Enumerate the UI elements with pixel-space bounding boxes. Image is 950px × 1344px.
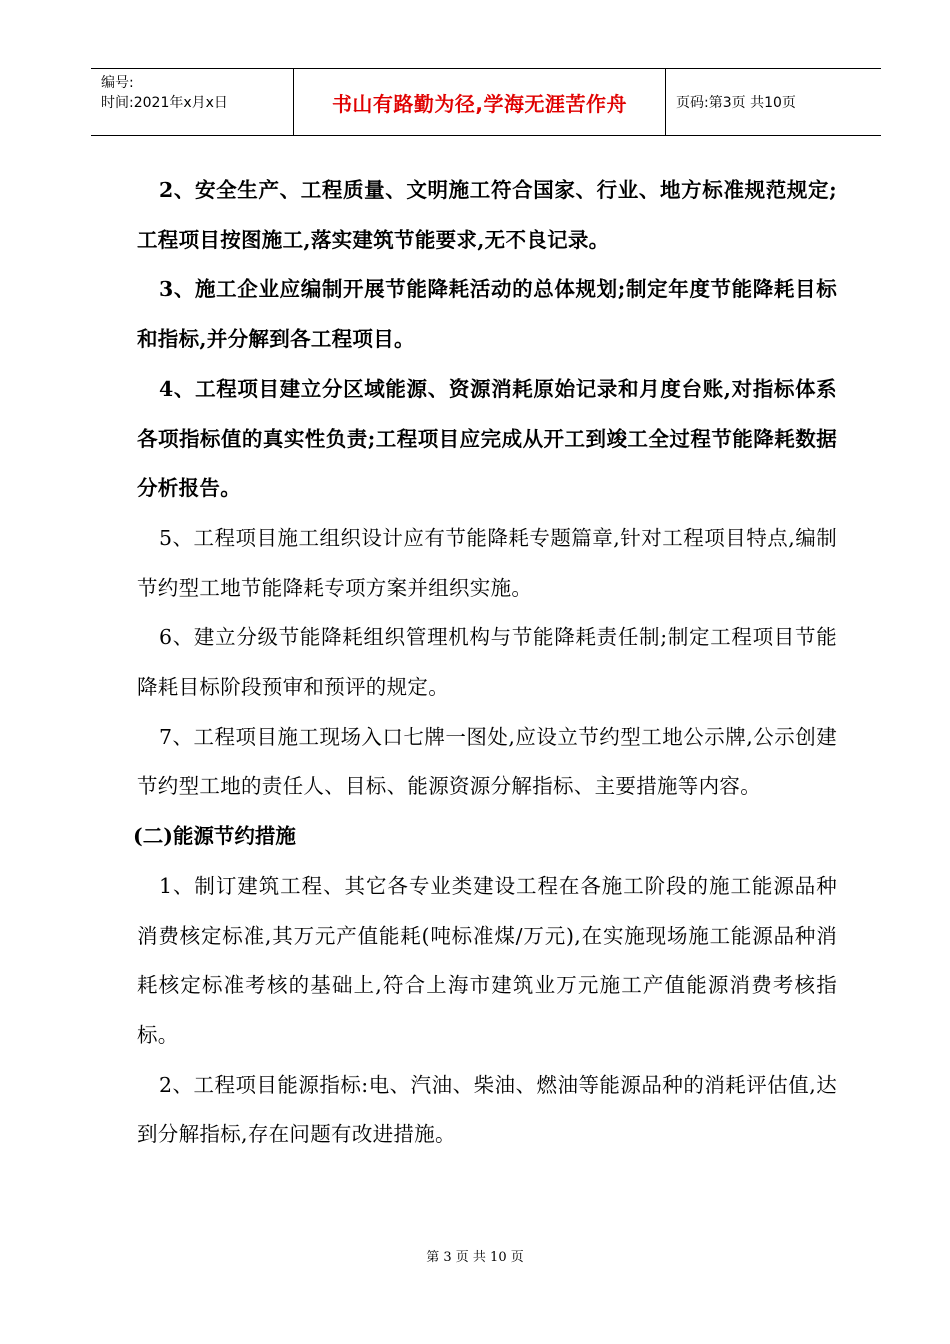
page-header <box>91 68 881 136</box>
page-footer: 第 3 页 共 10 页 <box>426 1250 524 1265</box>
body-paragraph: 7、工程项目施工现场入口七牌一图处,应设立节约型工地公示牌,公示创建节约型工地的责任人、目标、能源资源分解指标、主要措施等内容。 <box>137 724 837 799</box>
body-paragraph: 6、建立分级节能降耗组织管理机构与节能降耗责任制;制定工程项目节能降耗目标阶段预审和预评的规定。 <box>137 625 837 700</box>
document-number-label: 编号: <box>101 75 134 91</box>
document-time-label: 时间:2021年x月x日 <box>101 95 228 111</box>
document-body <box>133 166 837 1160</box>
header-left-cell <box>91 69 293 135</box>
body-paragraph: 4、工程项目建立分区域能源、资源消耗原始记录和月度台账,对指标体系各项指标值的真实性负责;工程项目应完成从开工到竣工全过程节能降耗数据分析报告。 <box>137 376 837 501</box>
body-paragraph: 5、工程项目施工组织设计应有节能降耗专题篇章,针对工程项目特点,编制节约型工地节能降耗专项方案并组织实施。 <box>137 525 837 600</box>
body-paragraph: 3、施工企业应编制开展节能降耗活动的总体规划;制定年度节能降耗目标和指标,并分解到各工程项目。 <box>137 277 837 352</box>
header-page-number: 页码:第3页 共10页 <box>676 95 796 111</box>
header-motto: 书山有路勤为径,学海无涯苦作舟 <box>293 69 666 135</box>
section-heading: (二)能源节约措施 <box>133 824 296 849</box>
body-paragraph: 2、工程项目能源指标:电、汽油、柴油、燃油等能源品种的消耗评估值,达到分解指标,存在问题有改进措施。 <box>137 1072 837 1147</box>
body-paragraph: 2、安全生产、工程质量、文明施工符合国家、行业、地方标准规范规定;工程项目按图施工,落实建筑节能要求,无不良记录。 <box>137 178 837 252</box>
body-paragraph: 1、制订建筑工程、其它各专业类建设工程在各施工阶段的施工能源品种消费核定标准,其万元产值能耗(吨标准煤/万元),在实施现场施工能源品种消耗核定标准考核的基础上,符合上海市建筑业万元施工产值能源消费考核指标。 <box>137 873 837 1047</box>
